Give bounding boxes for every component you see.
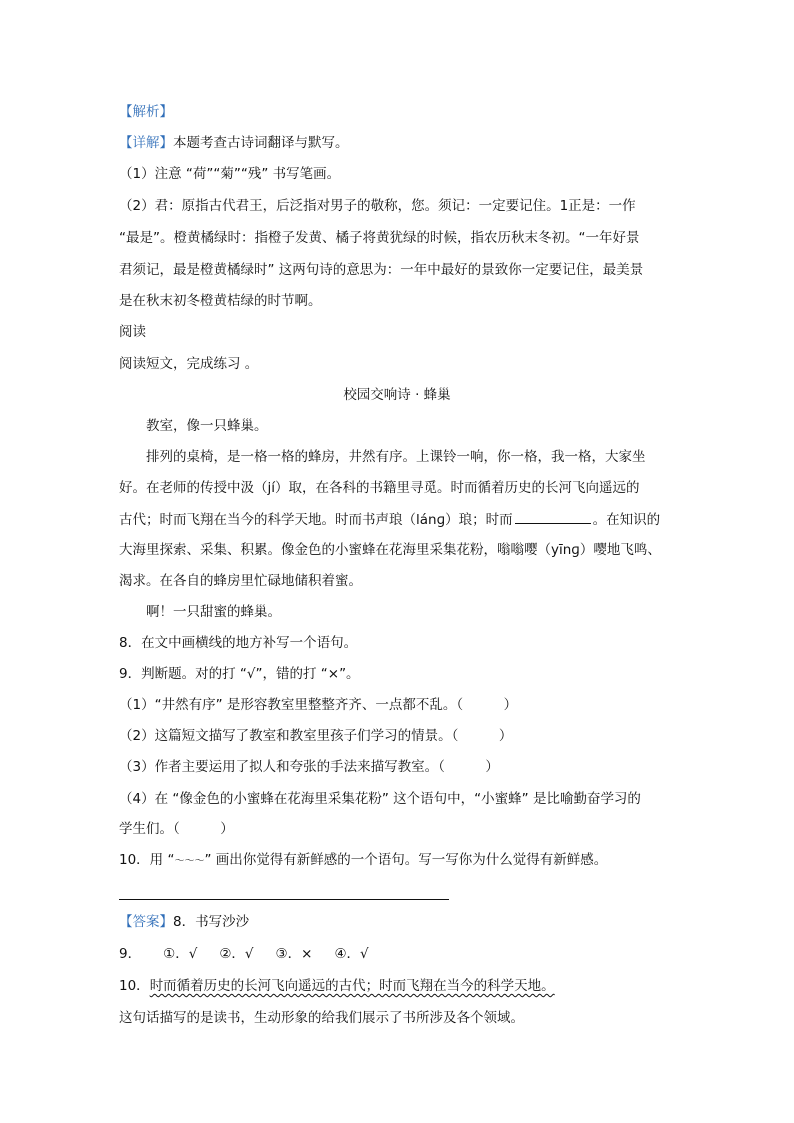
passage-title: 校园交响诗 · 蜂巢: [343, 387, 451, 403]
question-9-1: （1）“井然有序” 是形容教室里整整齐齐、一点都不乱。（ ）: [119, 697, 518, 713]
answer-10-line: [119, 977, 555, 995]
passage-p2-line-4: 大海里探索、采集、积累。像金色的小蜜蜂在花海里采集花粉，嗡嗡嘤（yīnɡ）嘤地飞鸣、: [119, 542, 661, 558]
detail-text: 本题考查古诗词翻译与默写。: [173, 135, 349, 151]
detail-tag: 【详解】: [119, 135, 173, 151]
question-9-3: （3）作者主要运用了拟人和夸张的手法来描写教室。（ ）: [119, 759, 499, 775]
answer-10-sentence: 时而循着历史的长河飞向遥远的古代；时而飞翔在当今的科学天地。: [149, 978, 555, 994]
answer-tag: 【答案】: [119, 914, 173, 930]
question-9-2: （2）这篇短文描写了教室和教室里孩子们学习的情景。（ ）: [119, 728, 513, 744]
passage-p2-line-1: 排列的桌椅，是一格一格的蜂房，井然有序。上课铃一响，你一格，我一格，大家坐: [146, 449, 646, 465]
analysis-line-4: 君须记，最是橙黄橘绿时” 这两句诗的意思为：一年中最好的景致你一定要记住，最美景: [119, 262, 644, 278]
answer-8-line: [119, 913, 249, 931]
question-8: 8．在文中画横线的地方补写一个语句。: [119, 635, 358, 651]
section-reading: 阅读: [119, 324, 146, 340]
analysis-line-5: 是在秋末初冬橙黄桔绿的时节啊。: [119, 293, 322, 309]
passage-p3: 啊！一只甜蜜的蜂巢。: [146, 604, 281, 620]
answer-9-item: ②．√: [219, 946, 254, 962]
question-9-4-line-1: （4）在 “像金色的小蜜蜂在花海里采集花粉” 这个语句中，“小蜜蜂” 是比喻勤奋学习的: [119, 791, 641, 807]
analysis-line-1: （1）注意 “荷”“菊”“残” 书写笔画。: [119, 166, 341, 182]
analysis-line-3: “最是”。橙黄橘绿时：指橙子发黄、橘子将黄犹绿的时候，指农历秋末冬初。“一年好景: [119, 230, 640, 246]
passage-text: 古代；时而飞翔在当今的科学天地。时而书声琅（lánɡ）琅；时而: [119, 512, 513, 528]
question-text: 10．用 “: [119, 852, 175, 868]
question-10: [119, 851, 607, 871]
question-text: ” 画出你觉得有新鲜感的一个语句。写一写你为什么觉得有新鲜感。: [204, 852, 608, 868]
analysis-line-2: （2）君：原指古代君王，后泛指对男子的敬称，您。须记：一定要记住。1正是：一作: [119, 198, 636, 214]
question-9-4-line-2: 学生们。（ ）: [119, 821, 234, 837]
passage-p2-line-3: [119, 510, 660, 529]
answer-10-label: 10．: [119, 978, 150, 994]
fill-blank: [515, 510, 591, 524]
wavy-line-symbol: ～～～: [174, 856, 205, 867]
question-9: 9．判断题。对的打 “√”，错的打 “×”。: [119, 666, 360, 682]
analysis-tag: 【解析】: [119, 104, 173, 120]
answer-9-item: ①．√: [163, 946, 198, 962]
passage-text: 。在知识的: [592, 512, 661, 528]
answer-8: 8．书写沙沙: [173, 914, 250, 930]
separator-line: [119, 899, 449, 900]
passage-p1: 教室，像一只蜂巢。: [146, 418, 268, 434]
answer-9-item: ④．√: [334, 946, 369, 962]
passage-p2-line-5: 渴求。在各自的蜂房里忙碌地储积着蜜。: [119, 573, 362, 589]
reading-instruction: 阅读短文，完成练习 。: [119, 356, 259, 372]
answer-9-line: [119, 945, 369, 963]
passage-p2-line-2: 好。在老师的传授中汲（jí）取，在各科的书籍里寻觅。时而循着历史的长河飞向遥远的: [119, 480, 640, 496]
detail-line: [119, 134, 349, 152]
answer-9-label: 9．: [119, 946, 142, 962]
answer-10-reason: 这句话描写的是读书，生动形象的给我们展示了书所涉及各个领域。: [119, 1010, 524, 1026]
answer-9-item: ③．×: [275, 946, 313, 962]
